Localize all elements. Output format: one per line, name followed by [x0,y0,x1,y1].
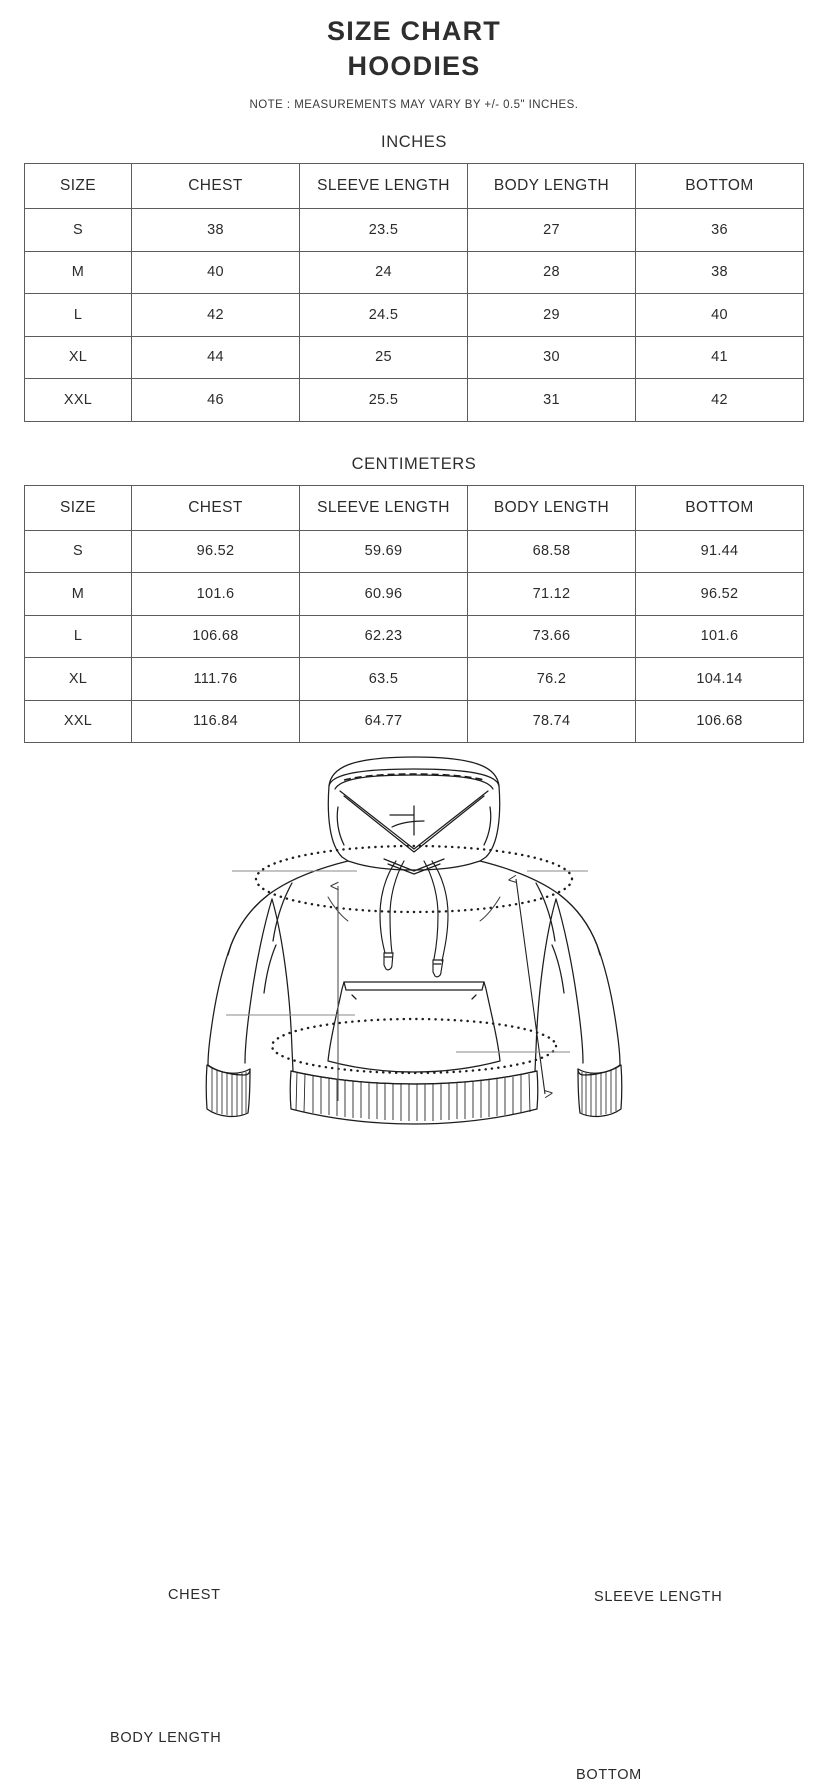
column-header-sleeve-length: SLEEVE LENGTH [300,485,468,530]
centimeters-table-head [25,485,804,530]
centimeters-table-body [25,530,804,743]
inches-section [0,133,828,422]
cell-size: S [25,209,132,252]
cell-body-length: 78.74 [468,700,636,743]
cell-sleeve-length: 23.5 [300,209,468,252]
hoodie-body [228,861,600,1084]
centimeters-section [0,455,828,744]
cell-size: XL [25,336,132,379]
inches-table-body [25,209,804,422]
cell-size: L [25,294,132,337]
hoodie-illustration [0,749,828,1149]
column-header-chest: CHEST [132,485,300,530]
cell-size: S [25,530,132,573]
drawstrings [380,861,448,977]
unit-label-inches: INCHES [381,133,447,152]
unit-label-centimeters: CENTIMETERS [351,454,477,473]
column-header-size: SIZE [25,164,132,209]
chest-measure-ellipse [256,846,572,912]
cell-bottom: 91.44 [636,530,804,573]
diagram-label-sleeve-length: SLEEVE LENGTH [594,1589,723,1606]
cell-chest: 116.84 [132,700,300,743]
cell-sleeve-length: 25 [300,336,468,379]
table-row [25,700,804,743]
cell-body-length: 31 [468,379,636,422]
page-title-line2: HOODIES [347,50,481,81]
cell-body-length: 27 [468,209,636,252]
cell-sleeve-length: 25.5 [300,379,468,422]
kangaroo-pocket [328,982,500,1072]
cell-size: XL [25,658,132,701]
bottom-measure-ellipse [272,1019,556,1073]
left-sleeve [208,883,292,1075]
cell-bottom: 96.52 [636,573,804,616]
cell-size: XXL [25,700,132,743]
cell-body-length: 30 [468,336,636,379]
diagram-label-chest: CHEST [168,1587,221,1604]
cell-size: M [25,251,132,294]
hem-rib [290,1071,538,1124]
column-header-body-length: BODY LENGTH [468,485,636,530]
table-row [25,294,804,337]
cell-sleeve-length: 63.5 [300,658,468,701]
hem-rib-texture [296,1072,530,1121]
right-cuff [578,1065,622,1116]
left-cuff [206,1065,250,1116]
cell-chest: 42 [132,294,300,337]
cell-body-length: 68.58 [468,530,636,573]
column-header-size: SIZE [25,485,132,530]
table-row [25,336,804,379]
table-row [25,573,804,616]
cell-sleeve-length: 59.69 [300,530,468,573]
table-row [25,615,804,658]
cell-chest: 46 [132,379,300,422]
cell-body-length: 28 [468,251,636,294]
cell-bottom: 36 [636,209,804,252]
page-header [0,0,828,111]
cell-chest: 111.76 [132,658,300,701]
cell-bottom: 41 [636,336,804,379]
fabric-creases [328,897,500,921]
cell-body-length: 29 [468,294,636,337]
diagram-label-bottom: BOTTOM [576,1767,642,1783]
cell-sleeve-length: 24 [300,251,468,294]
inches-size-table [24,163,804,422]
cell-bottom: 106.68 [636,700,804,743]
column-header-bottom: BOTTOM [636,164,804,209]
cell-bottom: 42 [636,379,804,422]
cell-bottom: 40 [636,294,804,337]
column-header-body-length: BODY LENGTH [468,164,636,209]
right-sleeve [536,883,620,1075]
diagram-label-body-length: BODY LENGTH [110,1730,222,1747]
inches-table-head [25,164,804,209]
table-row [25,530,804,573]
cell-chest: 106.68 [132,615,300,658]
column-header-sleeve-length: SLEEVE LENGTH [300,164,468,209]
table-row [25,658,804,701]
cell-chest: 96.52 [132,530,300,573]
hoodie-diagram [0,749,828,1783]
table-row [25,251,804,294]
table-header-row [25,164,804,209]
table-row [25,379,804,422]
column-header-bottom: BOTTOM [636,485,804,530]
cell-chest: 44 [132,336,300,379]
cell-size: M [25,573,132,616]
centimeters-table-wrapper [24,485,804,744]
cell-sleeve-length: 62.23 [300,615,468,658]
column-header-chest: CHEST [132,164,300,209]
cell-chest: 101.6 [132,573,300,616]
cell-size: L [25,615,132,658]
cell-sleeve-length: 24.5 [300,294,468,337]
cell-sleeve-length: 64.77 [300,700,468,743]
cell-body-length: 73.66 [468,615,636,658]
cell-bottom: 101.6 [636,615,804,658]
cell-chest: 38 [132,209,300,252]
table-row [25,209,804,252]
measurement-note: NOTE : MEASUREMENTS MAY VARY BY +/- 0.5" INCHES. [249,99,579,112]
cell-sleeve-length: 60.96 [300,573,468,616]
cell-chest: 40 [132,251,300,294]
centimeters-size-table [24,485,804,744]
table-header-row [25,485,804,530]
cell-bottom: 38 [636,251,804,294]
cell-size: XXL [25,379,132,422]
cell-bottom: 104.14 [636,658,804,701]
cell-body-length: 71.12 [468,573,636,616]
cell-body-length: 76.2 [468,658,636,701]
inches-table-wrapper [24,163,804,422]
page-title-line1: SIZE CHART [327,16,501,46]
